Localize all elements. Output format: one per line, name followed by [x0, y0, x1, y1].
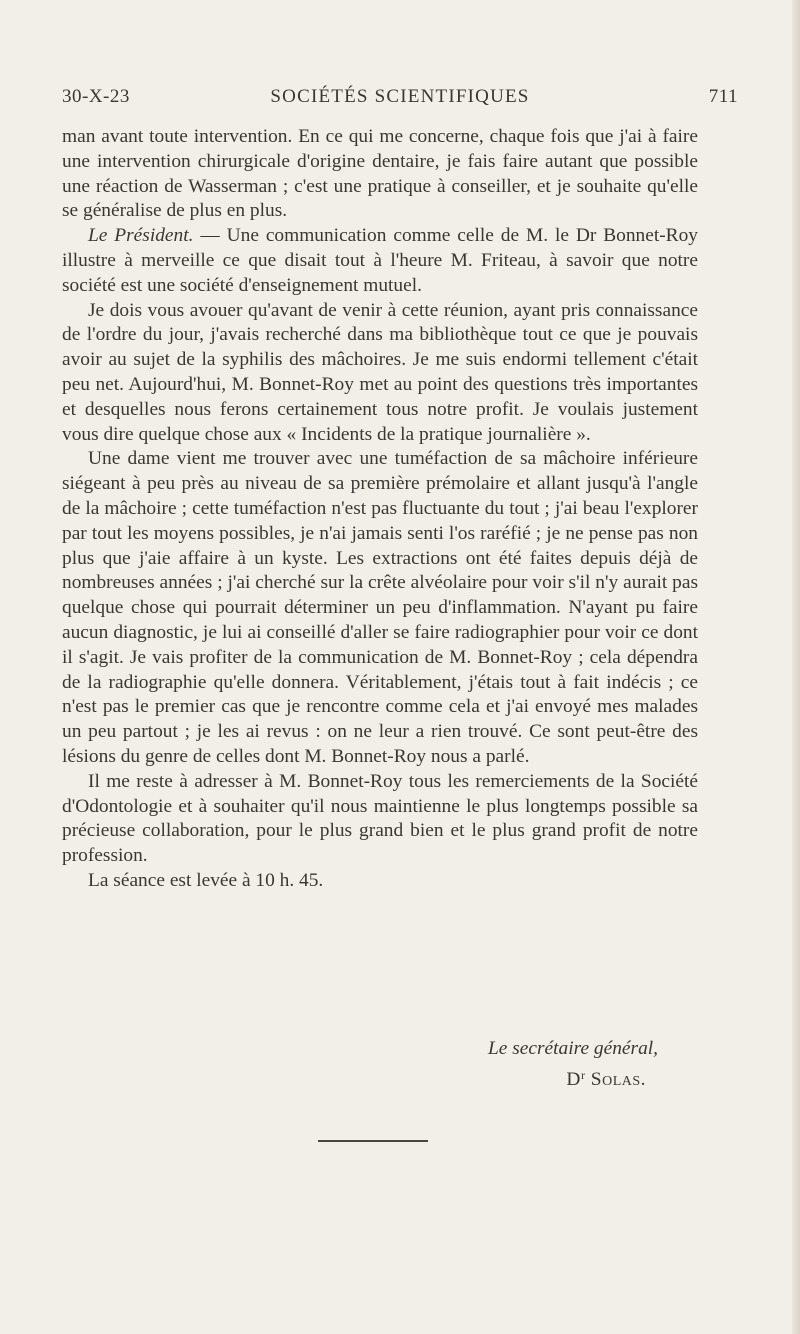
signature-name-line [62, 1062, 698, 1093]
signature-title: D [566, 1069, 581, 1090]
page-edge [792, 0, 800, 1334]
paragraph-text: Il me reste à adresser à M. Bonnet-Roy tous les remerciements de la Société d'Odontologie et à souhaiter qu'il nous maintienne le plus longtemps possible sa précieuse collaboration, pour le plus grand bien et le plus grand profit de notre profession. [62, 770, 698, 867]
signature-block [62, 1036, 698, 1093]
paragraph-text: — Une communication comme celle de M. le Dr Bonnet-Roy illustre à merveille ce que disait tout à l'heure M. Friteau, à savoir que notre société est une société d'enseignement mutuel. [62, 225, 698, 296]
paragraph-6 [62, 869, 698, 894]
paragraph-4 [62, 447, 698, 769]
header-date: 30-X-23 [62, 86, 130, 107]
running-title: SOCIÉTÉS SCIENTIFIQUES [270, 86, 530, 107]
paragraph-2 [62, 224, 698, 298]
paragraph-5 [62, 770, 698, 869]
signature-role: Le secrétaire général, [488, 1038, 658, 1059]
page-number: 711 [708, 86, 738, 107]
signature-name: Solas. [590, 1069, 646, 1090]
paragraph-text: Une dame vient me trouver avec une tuméfaction de sa mâchoire inférieure siégeant à peu près au niveau de sa première prémolaire et allant jusqu'à l'angle de la mâchoire ; cette tuméfaction n'est pas fluctuante du tout ; j'ai beau l'explorer par tout les moyens possibles, je n'ai jamais senti l'os raréfié ; je ne pense pas non plus que j'aie affaire à un kyste. Les extractions ont été faites depuis déjà de nombreuses années ; j'ai cherché sur la crête alvéolaire pour voir s'il n'y aurait pas quelque chose qui pourrait déterminer un peu d'inflammation. N'ayant pu faire aucun diagnostic, je lui ai conseillé d'aller se faire radiographier pour voir ce dont il s'agit. Je vais profiter de la communication de M. Bonnet-Roy ; cela dépendra de la radiographie qu'elle donnera. Véritablement, j'étais tout à fait indécis ; ce n'est pas le premier cas que je rencontre comme cela et j'ai envoyé mes malades un peu partout ; je les ai revus : on ne leur a rien trouvé. Ce sont peut-être des lésions du genre de celles dont M. Bonnet-Roy nous a parlé. [62, 448, 698, 767]
article-body [62, 125, 698, 894]
signature-title-sup: r [580, 1068, 586, 1082]
speaker-label: Le Président. [88, 225, 194, 247]
paragraph-3 [62, 299, 698, 448]
paragraph-text: La séance est levée à 10 h. 45. [88, 869, 324, 891]
paragraph-text: Je dois vous avouer qu'avant de venir à cette réunion, ayant pris connaissance de l'ordre du jour, j'avais recherché dans ma bibliothèque tout ce que je pouvais avoir au sujet de la syphilis des mâchoires. Je me suis endormi tellement c'était peu net. Aujourd'hui, M. Bonnet-Roy met au point des questions très importantes et desquelles nous ferons certainement tous notre profit. Je voulais justement vous dire quelque chose aux « Incidents de la pratique journalière ». [62, 299, 698, 445]
paragraph-1 [62, 125, 698, 224]
paragraph-text: man avant toute intervention. En ce qui me concerne, chaque fois que j'ai à faire une intervention chirurgicale d'origine dentaire, je fais faire autant que possible une réaction de Wasserman ; c'est une pratique à conseiller, et je souhaite qu'elle se généralise de plus en plus. [62, 126, 698, 222]
section-divider [318, 1140, 428, 1142]
